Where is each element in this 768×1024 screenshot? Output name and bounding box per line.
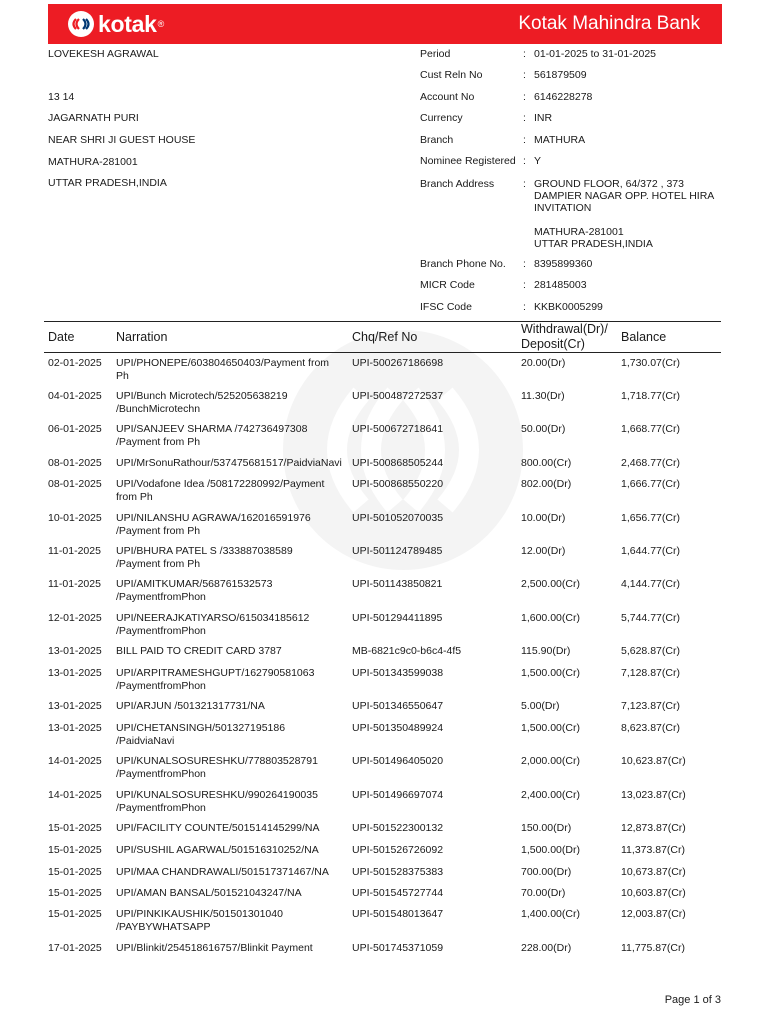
row-amount: 1,500.00(Dr) (521, 844, 580, 856)
period-value: 01-01-2025 to 31-01-2025 (534, 48, 657, 60)
cust-reln-value: 561879509 (534, 69, 587, 81)
row-date: 12-01-2025 (48, 612, 102, 624)
row-narration: UPI/SUSHIL AGARWAL/501516310252/NA (116, 844, 319, 856)
row-amount: 1,500.00(Cr) (521, 722, 580, 734)
row-amount: 10.00(Dr) (521, 512, 566, 524)
row-date: 13-01-2025 (48, 722, 102, 734)
row-ref: UPI-501745371059 (352, 942, 444, 954)
row-narration: UPI/PINKIKAUSHIK/501501301040 /PAYBYWHATSAPP (116, 908, 283, 933)
row-date: 06-01-2025 (48, 423, 102, 435)
row-narration: UPI/Blinkit/254518616757/Blinkit Payment (116, 942, 313, 954)
row-ref: UPI-501526726092 (352, 844, 444, 856)
row-date: 13-01-2025 (48, 700, 102, 712)
row-balance: 7,123.87(Cr) (621, 700, 680, 712)
row-ref: UPI-500868550220 (352, 478, 444, 490)
row-ref: UPI-501528375383 (352, 866, 444, 878)
row-amount: 2,000.00(Cr) (521, 755, 580, 767)
row-amount: 70.00(Dr) (521, 887, 566, 899)
row-narration: UPI/FACILITY COUNTE/501514145299/NA (116, 822, 320, 834)
row-narration: UPI/ARJUN /501321317731/NA (116, 700, 265, 712)
row-ref: UPI-501545727744 (352, 887, 444, 899)
row-balance: 2,468.77(Cr) (621, 457, 680, 469)
row-ref: UPI-501346550647 (352, 700, 444, 712)
row-narration: UPI/ARPITRAMESHGUPT/162790581063 /PaymentfromPhon (116, 667, 315, 692)
row-narration: UPI/AMAN BANSAL/501521043247/NA (116, 887, 302, 899)
page-number: Page 1 of 3 (664, 994, 721, 1006)
row-date: 08-01-2025 (48, 478, 102, 490)
header-date: Date (48, 330, 75, 344)
row-ref: UPI-501496697074 (352, 789, 444, 801)
row-ref: UPI-501343599038 (352, 667, 444, 679)
row-date: 08-01-2025 (48, 457, 102, 469)
row-amount: 12.00(Dr) (521, 545, 566, 557)
ifsc-label: IFSC Code (420, 301, 472, 313)
account-no-value: 6146228278 (534, 91, 593, 103)
row-ref: UPI-501522300132 (352, 822, 444, 834)
currency-value: INR (534, 112, 553, 124)
ifsc-value: KKBK0005299 (534, 301, 603, 313)
row-balance: 1,718.77(Cr) (621, 390, 680, 402)
row-balance: 5,744.77(Cr) (621, 612, 680, 624)
row-balance: 1,668.77(Cr) (621, 423, 680, 435)
row-date: 13-01-2025 (48, 645, 102, 657)
row-narration: UPI/SANJEEV SHARMA /742736497308 /Payment from Ph (116, 423, 308, 448)
row-ref: UPI-500487272537 (352, 390, 444, 402)
address-line: NEAR SHRI JI GUEST HOUSE (48, 134, 196, 146)
row-ref: UPI-500868505244 (352, 457, 444, 469)
header-bottom-rule (44, 352, 721, 353)
branch-address-label: Branch Address (420, 178, 495, 190)
row-ref: UPI-501496405020 (352, 755, 444, 767)
row-amount: 800.00(Cr) (521, 457, 572, 469)
row-balance: 12,003.87(Cr) (621, 908, 686, 920)
row-amount: 1,600.00(Cr) (521, 612, 580, 624)
row-ref: UPI-501143850821 (352, 578, 443, 590)
header-ref: Chq/Ref No (352, 330, 418, 344)
row-ref: UPI-501124789485 (352, 545, 443, 557)
row-ref: MB-6821c9c0-b6c4-4f5 (352, 645, 462, 657)
row-date: 02-01-2025 (48, 357, 102, 369)
row-narration: UPI/CHETANSINGH/501327195186 /PaidviaNavi (116, 722, 286, 747)
row-date: 14-01-2025 (48, 755, 102, 767)
row-balance: 13,023.87(Cr) (621, 789, 686, 801)
registered-mark: ® (157, 19, 165, 29)
branch-value: MATHURA (534, 134, 586, 146)
row-amount: 50.00(Dr) (521, 423, 566, 435)
row-balance: 8,623.87(Cr) (621, 722, 680, 734)
nominee-value: Y (534, 155, 542, 167)
row-date: 11-01-2025 (48, 578, 101, 590)
row-narration: UPI/KUNALSOSURESHKU/778803528791 /PaymentfromPhon (116, 755, 318, 780)
row-narration: UPI/NILANSHU AGRAWA/162016591976 /Payment from Ph (116, 512, 311, 537)
address-line: JAGARNATH PURI (48, 112, 139, 124)
row-date: 04-01-2025 (48, 390, 102, 402)
row-date: 15-01-2025 (48, 908, 102, 920)
row-ref: UPI-501548013647 (352, 908, 444, 920)
row-balance: 1,666.77(Cr) (621, 478, 680, 490)
row-date: 15-01-2025 (48, 844, 102, 856)
row-ref: UPI-501350489924 (352, 722, 444, 734)
address-line: UTTAR PRADESH,INDIA (48, 177, 167, 189)
header-amount: Withdrawal(Dr)/ Deposit(Cr) (521, 322, 608, 351)
header-narration: Narration (116, 330, 168, 344)
row-balance: 10,673.87(Cr) (621, 866, 686, 878)
row-date: 15-01-2025 (48, 887, 102, 899)
logo-wordmark: kotak (98, 10, 157, 37)
row-date: 10-01-2025 (48, 512, 102, 524)
table-header (0, 322, 768, 354)
row-balance: 10,623.87(Cr) (621, 755, 686, 767)
row-balance: 12,873.87(Cr) (621, 822, 686, 834)
row-narration: BILL PAID TO CREDIT CARD 3787 (116, 645, 282, 657)
row-balance: 4,144.77(Cr) (621, 578, 680, 590)
row-narration: UPI/PHONEPE/603804650403/Payment from Ph (116, 357, 330, 382)
row-balance: 11,775.87(Cr) (621, 942, 686, 954)
branch-label: Branch (420, 134, 454, 146)
row-balance: 1,644.77(Cr) (621, 545, 680, 557)
row-balance: 10,603.87(Cr) (621, 887, 686, 899)
table-top-rule (44, 321, 721, 322)
row-narration: UPI/Vodafone Idea /508172280992/Payment from Ph (116, 478, 325, 503)
branch-phone-label: Branch Phone No. (420, 258, 506, 270)
row-ref: UPI-501294411895 (352, 612, 443, 624)
nominee-label: Nominee Registered (420, 155, 516, 167)
kotak-logo-icon (68, 11, 94, 37)
row-amount: 20.00(Dr) (521, 357, 566, 369)
row-balance: 11,373.87(Cr) (621, 844, 686, 856)
row-amount: 700.00(Dr) (521, 866, 572, 878)
micr-value: 281485003 (534, 279, 587, 291)
row-amount: 802.00(Dr) (521, 478, 572, 490)
bank-header-banner (48, 4, 722, 44)
micr-label: MICR Code (420, 279, 475, 291)
row-date: 11-01-2025 (48, 545, 101, 557)
customer-name: LOVEKESH AGRAWAL (48, 48, 159, 60)
row-balance: 5,628.87(Cr) (621, 645, 680, 657)
row-date: 17-01-2025 (48, 942, 102, 954)
bank-name: Kotak Mahindra Bank (518, 13, 700, 34)
row-narration: UPI/KUNALSOSURESHKU/990264190035 /PaymentfromPhon (116, 789, 318, 814)
row-narration: UPI/MAA CHANDRAWALI/501517371467/NA (116, 866, 329, 878)
row-date: 13-01-2025 (48, 667, 102, 679)
row-amount: 228.00(Dr) (521, 942, 572, 954)
account-no-label: Account No (420, 91, 475, 103)
row-date: 15-01-2025 (48, 866, 102, 878)
row-amount: 115.90(Dr) (521, 645, 571, 657)
row-ref: UPI-500267186698 (352, 357, 444, 369)
row-balance: 7,128.87(Cr) (621, 667, 680, 679)
row-narration: UPI/Bunch Microtech/525205638219 /BunchMicrotechn (116, 390, 288, 415)
row-date: 14-01-2025 (48, 789, 102, 801)
header-balance: Balance (621, 330, 667, 344)
kotak-logo (68, 10, 164, 38)
row-narration: UPI/NEERAJKATIYARSO/615034185612 /PaymentfromPhon (116, 612, 310, 637)
row-balance: 1,730.07(Cr) (621, 357, 680, 369)
row-amount: 1,500.00(Cr) (521, 667, 580, 679)
row-amount: 150.00(Dr) (521, 822, 572, 834)
row-ref: UPI-501052070035 (352, 512, 444, 524)
row-narration: UPI/AMITKUMAR/568761532573 /PaymentfromPhon (116, 578, 273, 603)
row-balance: 1,656.77(Cr) (621, 512, 680, 524)
row-narration: UPI/MrSonuRathour/537475681517/PaidviaNavi (116, 457, 342, 469)
row-amount: 2,500.00(Cr) (521, 578, 580, 590)
row-amount: 1,400.00(Cr) (521, 908, 580, 920)
row-date: 15-01-2025 (48, 822, 102, 834)
address-line: MATHURA-281001 (48, 156, 138, 168)
row-amount: 2,400.00(Cr) (521, 789, 580, 801)
row-amount: 5.00(Dr) (521, 700, 560, 712)
branch-address-value: GROUND FLOOR, 64/372 , 373 DAMPIER NAGAR OPP. HOTEL HIRA INVITATION MATHURA-281001 UTTAR PRADESH,INDIA (534, 178, 714, 250)
currency-label: Currency (420, 112, 463, 124)
branch-phone-value: 8395899360 (534, 258, 593, 270)
period-label: Period (420, 48, 451, 60)
row-narration: UPI/BHURA PATEL S /333887038589 /Payment from Ph (116, 545, 293, 570)
cust-reln-label: Cust Reln No (420, 69, 483, 81)
row-amount: 11.30(Dr) (521, 390, 565, 402)
row-ref: UPI-500672718641 (352, 423, 444, 435)
address-line: 13 14 (48, 91, 75, 103)
